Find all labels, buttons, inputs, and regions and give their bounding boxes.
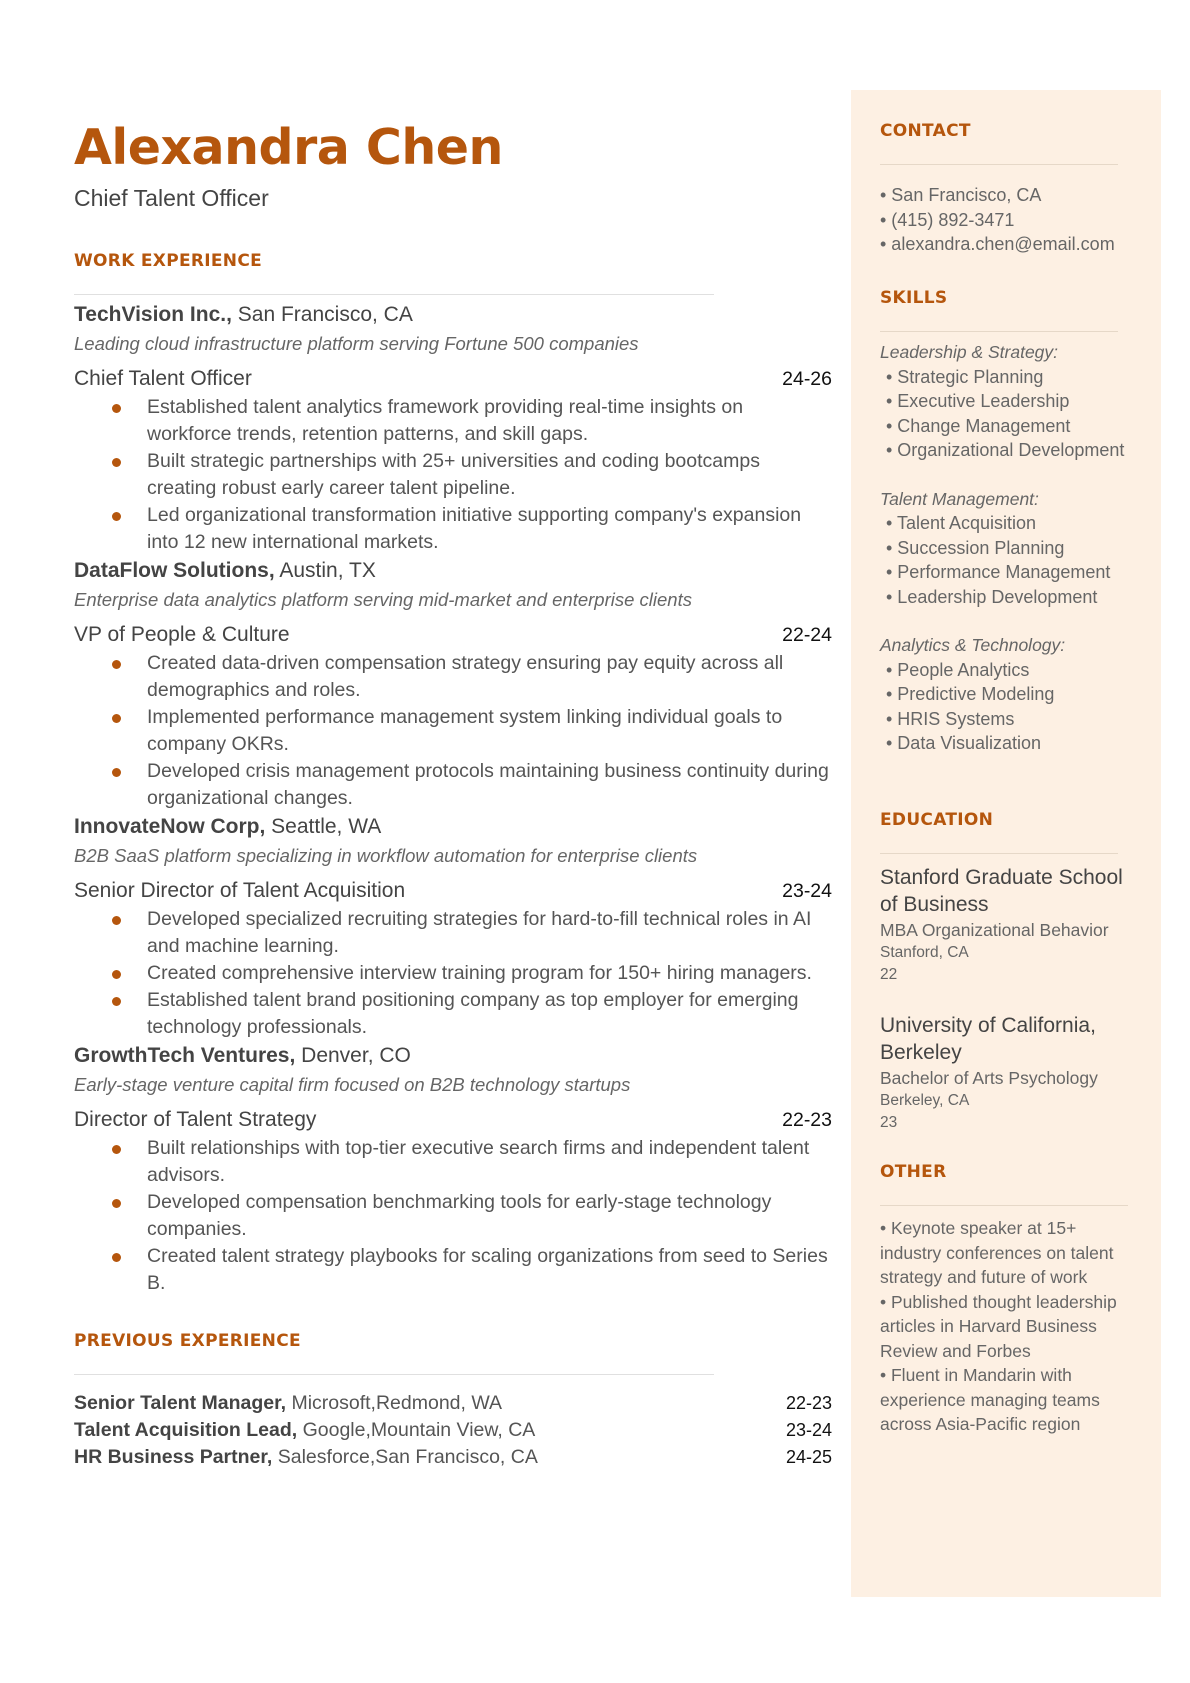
previous-divider bbox=[74, 1374, 714, 1375]
contact-list bbox=[880, 183, 1140, 257]
bullet-dot-icon bbox=[112, 1145, 121, 1154]
previous-dates: 24-25 bbox=[785, 1447, 832, 1467]
bullet-dot-icon bbox=[112, 997, 121, 1006]
job-bullet: Created data-driven compensation strategy ensuring pay equity across all demographics and roles. bbox=[74, 650, 832, 704]
resume-name: Alexandra Chen bbox=[74, 119, 503, 176]
skill-category: Talent Management: bbox=[880, 488, 1039, 509]
job-bullet: Led organizational transformation initiative supporting company's expansion into 12 new international markets. bbox=[74, 502, 832, 556]
job-company-line bbox=[74, 556, 832, 586]
bullet-dot-icon bbox=[112, 970, 121, 979]
previous-row bbox=[74, 1444, 832, 1471]
other-item: • Fluent in Mandarin with experience managing teams across Asia-Pacific region bbox=[880, 1365, 1100, 1434]
job-bullet: Established talent brand positioning company as top employer for emerging technology professionals. bbox=[74, 987, 832, 1041]
resume-title: Chief Talent Officer bbox=[74, 185, 269, 211]
job-description: Leading cloud infrastructure platform serving Fortune 500 companies bbox=[74, 333, 639, 354]
job-dates: 23-24 bbox=[782, 880, 832, 902]
skill-item: • Change Management bbox=[886, 415, 1071, 436]
skill-item: • Strategic Planning bbox=[886, 366, 1044, 387]
job-dates: 22-24 bbox=[782, 624, 832, 646]
other-heading: OTHER bbox=[880, 1162, 947, 1182]
skills-heading: SKILLS bbox=[880, 288, 948, 308]
job-bullet: Created talent strategy playbooks for scaling organizations from seed to Series B. bbox=[74, 1243, 832, 1297]
work-experience-heading: WORK EXPERIENCE bbox=[74, 251, 263, 271]
contact-divider bbox=[880, 164, 1118, 165]
other-item: • Keynote speaker at 15+ industry conferences on talent strategy and future of work bbox=[880, 1218, 1114, 1287]
previous-experience-heading: PREVIOUS EXPERIENCE bbox=[74, 1331, 301, 1351]
education-location: Stanford, CA bbox=[880, 944, 969, 961]
education-school: University of California, Berkeley bbox=[880, 1014, 1096, 1064]
previous-row bbox=[74, 1390, 832, 1417]
job-bullets bbox=[74, 906, 832, 1041]
previous-org: Microsoft,Redmond, WA bbox=[286, 1392, 503, 1414]
job-bullet: Developed specialized recruiting strategies for hard-to-fill technical roles in AI and machine learning. bbox=[74, 906, 832, 960]
skill-item: • Talent Acquisition bbox=[886, 513, 1037, 533]
contact-email[interactable]: • alexandra.chen@email.com bbox=[880, 234, 1115, 254]
skill-item: • HRIS Systems bbox=[886, 708, 1015, 729]
job-role-row bbox=[74, 364, 832, 394]
previous-dates: 22-23 bbox=[785, 1393, 832, 1413]
job-company-line bbox=[74, 300, 832, 330]
job-company: TechVision Inc., bbox=[74, 303, 232, 326]
job-role: VP of People & Culture bbox=[74, 623, 290, 646]
education-degree: MBA Organizational Behavior bbox=[880, 920, 1109, 940]
skill-category: Analytics & Technology: bbox=[880, 635, 1066, 655]
skill-item: • Succession Planning bbox=[886, 537, 1065, 558]
job-bullet: Developed crisis management protocols maintaining business continuity during organizational changes. bbox=[74, 758, 832, 812]
bullet-dot-icon bbox=[112, 512, 121, 521]
job-location: Seattle, WA bbox=[265, 815, 382, 838]
job-role-row bbox=[74, 1105, 832, 1135]
job-role: Chief Talent Officer bbox=[74, 367, 252, 390]
previous-role: HR Business Partner, bbox=[74, 1446, 273, 1468]
job-description: B2B SaaS platform specializing in workflow automation for enterprise clients bbox=[74, 845, 698, 866]
skill-item: • Organizational Development bbox=[886, 440, 1125, 460]
bullet-dot-icon bbox=[112, 1199, 121, 1208]
previous-dates: 23-24 bbox=[785, 1420, 832, 1440]
previous-role: Senior Talent Manager, bbox=[74, 1392, 287, 1414]
job-role: Senior Director of Talent Acquisition bbox=[74, 879, 406, 902]
other-divider bbox=[880, 1205, 1128, 1206]
education-entry bbox=[880, 1012, 1140, 1134]
skills-list bbox=[880, 340, 1140, 756]
skill-item: • Executive Leadership bbox=[886, 391, 1070, 411]
bullet-dot-icon bbox=[112, 714, 121, 723]
job-company-line bbox=[74, 1041, 832, 1071]
skill-item: • Data Visualization bbox=[886, 733, 1042, 753]
education-location: Berkeley, CA bbox=[880, 1092, 970, 1109]
contact-heading: CONTACT bbox=[880, 121, 971, 141]
work-experience-list bbox=[74, 300, 832, 1297]
education-entry bbox=[880, 864, 1140, 986]
job-company: InnovateNow Corp, bbox=[74, 815, 266, 838]
job-entry bbox=[74, 812, 832, 1041]
job-description: Early-stage venture capital firm focused on B2B technology startups bbox=[74, 1074, 631, 1095]
education-divider bbox=[880, 853, 1118, 854]
job-entry bbox=[74, 556, 832, 812]
bullet-dot-icon bbox=[112, 458, 121, 467]
previous-org: Salesforce,San Francisco, CA bbox=[272, 1446, 538, 1468]
work-divider bbox=[74, 294, 714, 295]
job-role-row bbox=[74, 620, 832, 650]
job-bullet: Established talent analytics framework providing real-time insights on workforce trends, retention patterns, and skill gaps. bbox=[74, 394, 832, 448]
job-description: Enterprise data analytics platform serving mid-market and enterprise clients bbox=[74, 589, 692, 610]
education-year: 23 bbox=[880, 1114, 898, 1131]
previous-experience-list bbox=[74, 1390, 832, 1471]
job-role: Director of Talent Strategy bbox=[74, 1108, 317, 1131]
job-bullet: Developed compensation benchmarking tools for early-stage technology companies. bbox=[74, 1189, 832, 1243]
bullet-dot-icon bbox=[112, 660, 121, 669]
job-entry bbox=[74, 300, 832, 556]
bullet-dot-icon bbox=[112, 404, 121, 413]
skill-item: • Leadership Development bbox=[886, 586, 1098, 607]
contact-location: • San Francisco, CA bbox=[880, 185, 1042, 205]
job-bullets bbox=[74, 1135, 832, 1297]
bullet-dot-icon bbox=[112, 1253, 121, 1262]
skills-divider bbox=[880, 331, 1118, 332]
education-degree: Bachelor of Arts Psychology bbox=[880, 1068, 1098, 1088]
education-heading: EDUCATION bbox=[880, 810, 994, 830]
job-location: San Francisco, CA bbox=[231, 303, 413, 326]
job-dates: 24-26 bbox=[782, 368, 832, 390]
job-company: DataFlow Solutions, bbox=[74, 559, 275, 582]
other-item: • Published thought leadership articles in Harvard Business Review and Forbes bbox=[880, 1291, 1117, 1361]
education-year: 22 bbox=[880, 966, 898, 983]
education-school: Stanford Graduate School of Business bbox=[880, 866, 1123, 916]
job-bullets bbox=[74, 650, 832, 812]
bullet-dot-icon bbox=[112, 768, 121, 777]
job-bullets bbox=[74, 394, 832, 556]
skill-item: • Performance Management bbox=[886, 562, 1111, 582]
job-bullet: Implemented performance management system linking individual goals to company OKRs. bbox=[74, 704, 832, 758]
job-role-row bbox=[74, 876, 832, 906]
previous-role: Talent Acquisition Lead, bbox=[74, 1419, 298, 1441]
job-entry bbox=[74, 1041, 832, 1297]
skill-item: • People Analytics bbox=[886, 659, 1030, 680]
skill-category: Leadership & Strategy: bbox=[880, 342, 1059, 362]
job-location: Denver, CO bbox=[295, 1044, 411, 1067]
job-bullet: Built relationships with top-tier executive search firms and independent talent advisors. bbox=[74, 1135, 832, 1189]
previous-org: Google,Mountain View, CA bbox=[297, 1419, 536, 1441]
job-location: Austin, TX bbox=[274, 559, 376, 582]
bullet-dot-icon bbox=[112, 916, 121, 925]
job-dates: 22-23 bbox=[782, 1109, 832, 1131]
job-company: GrowthTech Ventures, bbox=[74, 1044, 296, 1067]
job-bullet: Built strategic partnerships with 25+ universities and coding bootcamps creating robust early career talent pipeline. bbox=[74, 448, 832, 502]
previous-row bbox=[74, 1417, 832, 1444]
contact-phone[interactable]: • (415) 892-3471 bbox=[880, 209, 1015, 230]
other-list bbox=[880, 1216, 1130, 1437]
skill-item: • Predictive Modeling bbox=[886, 684, 1055, 704]
job-bullet: Created comprehensive interview training program for 150+ hiring managers. bbox=[74, 960, 832, 987]
job-company-line bbox=[74, 812, 832, 842]
